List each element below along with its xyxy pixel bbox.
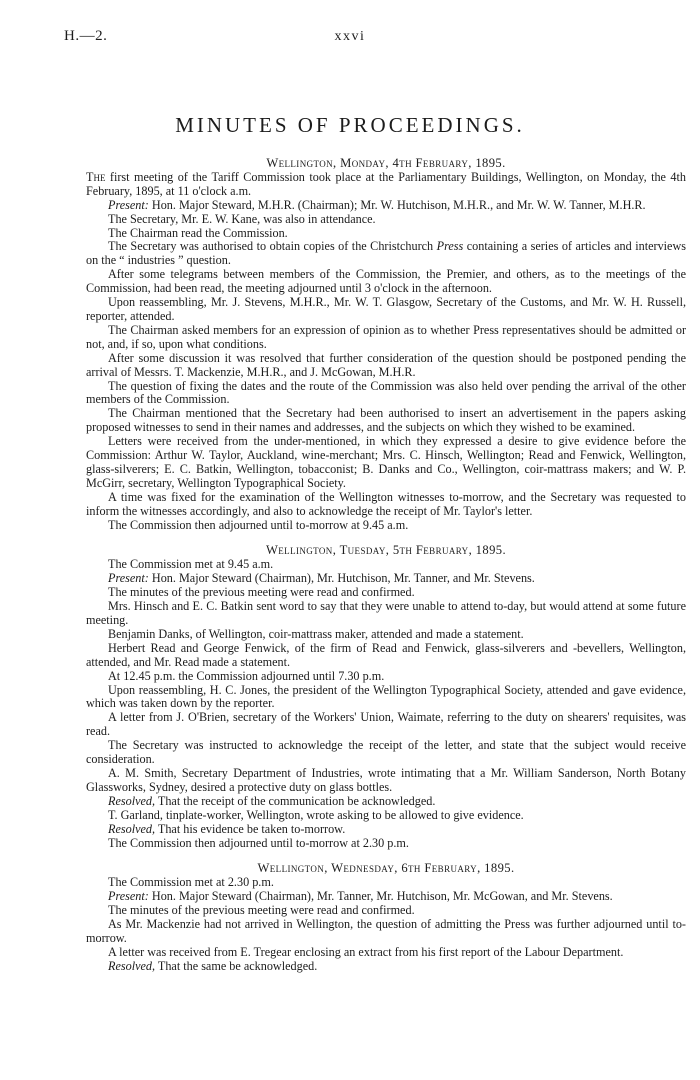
minutes-paragraph <box>86 628 686 642</box>
minutes-paragraph <box>86 586 686 600</box>
minutes-paragraph <box>86 227 686 241</box>
paragraph-text: The minutes of the previous meeting were read and confirmed. <box>108 585 415 600</box>
minutes-paragraph <box>86 904 686 918</box>
minutes-paragraph <box>86 324 686 352</box>
minutes-paragraph <box>86 837 686 851</box>
minutes-paragraph <box>86 670 686 684</box>
paragraph-text-continued: containing a series of articles and interviews on the “ industries ” question. <box>86 239 686 268</box>
paragraph-text: The Commission met at 2.30 p.m. <box>108 875 274 890</box>
paragraph-text: A letter from J. O'Brien, secretary of the Workers' Union, Waimate, referring to the duty on shearers' requisites, was read. <box>86 710 686 739</box>
paragraph-italic-lead: Resolved, <box>108 821 156 836</box>
meeting-dateline: Wellington, Monday, 4th February, 1895. <box>266 156 506 170</box>
minutes-paragraph <box>86 572 686 586</box>
minutes-paragraph <box>86 711 686 739</box>
paragraph-text: After some telegrams between members of the Commission, the Premier, and others, as to the meetings of the Commission, had been read, the meeting adjourned until 3 o'clock in the afternoon. <box>86 267 686 296</box>
paragraph-italic-lead: Present: <box>108 197 149 212</box>
paragraph-text: T. Garland, tinplate-worker, Wellington, wrote asking to be allowed to give evidence. <box>108 807 524 822</box>
paragraph-text: The Commission then adjourned until to-morrow at 9.45 a.m. <box>108 517 409 532</box>
paragraph-text: The Secretary was authorised to obtain copies of the Christchurch <box>108 239 437 254</box>
minutes-paragraph <box>86 890 686 904</box>
paragraph-text: The Secretary was instructed to acknowledge the receipt of the letter, and state that the subject would receive consideration. <box>86 738 686 767</box>
minutes-body <box>86 157 686 974</box>
paragraph-text: Letters were received from the under-mentioned, in which they expressed a desire to give evidence before the Commission: Arthur W. Taylor, Auckland, wine-merchant; Mrs. C. Hinsch, Wellington; Read and Fenwick, Wellington, glass-silverers; E. C. Batkin, Wellington, tobacconist; B. Danks and Co., Wellington, coir-mattrass makers; and W. P. McGirr, secretary, Wellington Typographical Society. <box>86 434 686 490</box>
paragraph-text: The Commission met at 9.45 a.m. <box>108 557 274 572</box>
minutes-paragraph <box>86 407 686 435</box>
paragraph-text: Hon. Major Steward, M.H.R. (Chairman); Mr. W. Hutchison, M.H.R., and Mr. W. W. Tanner, M.H.R. <box>148 197 646 212</box>
minutes-paragraph <box>86 199 686 213</box>
paragraph-text: After some discussion it was resolved that further consideration of the question should be postponed pending the arrival of Messrs. T. Mackenzie, M.H.R., and J. McGowan, M.H.R. <box>86 350 686 379</box>
paragraph-text: A letter was received from E. Tregear enclosing an extract from his first report of the Labour Department. <box>108 944 624 959</box>
paragraph-text: The question of fixing the dates and the route of the Commission was also held over pending the arrival of the other members of the Commission. <box>86 378 686 407</box>
minutes-paragraph <box>86 268 686 296</box>
paragraph-text: A time was fixed for the examination of the Wellington witnesses to-morrow, and the Secretary was requested to inform the witnesses accordingly, and also to acknowledge the receipt of Mr. Taylor's letter. <box>86 489 686 518</box>
minutes-paragraph <box>86 296 686 324</box>
paragraph-text: The Commission then adjourned until to-morrow at 2.30 p.m. <box>108 835 409 850</box>
minutes-paragraph <box>86 435 686 491</box>
minutes-paragraph <box>86 684 686 712</box>
minutes-paragraph <box>86 739 686 767</box>
page-number: xxvi <box>334 29 366 44</box>
minutes-paragraph <box>86 767 686 795</box>
paragraph-text: The Secretary, Mr. E. W. Kane, was also in attendance. <box>108 211 376 226</box>
paragraph-text: That his evidence be taken to-morrow. <box>155 821 346 836</box>
minutes-paragraph <box>86 960 686 974</box>
paragraph-italic-lead: Resolved, <box>108 793 156 808</box>
paragraph-text: That the receipt of the communication be acknowledged. <box>155 793 436 808</box>
paragraph-text: Hon. Major Steward (Chairman), Mr. Tanner, Mr. Hutchison, Mr. McGowan, and Mr. Stevens. <box>148 889 613 904</box>
paragraph-text: Benjamin Danks, of Wellington, coir-mattrass maker, attended and made a statement. <box>108 626 524 641</box>
paragraph-italic-lead: Present: <box>108 571 149 586</box>
minutes-paragraph <box>86 823 686 837</box>
paragraph-text: That the same be acknowledged. <box>155 958 318 973</box>
minutes-paragraph <box>86 558 686 572</box>
meeting-dateline: Wellington, Wednesday, 6th February, 1895. <box>257 861 515 876</box>
paragraph-italic-term: Press <box>436 239 464 254</box>
paragraph-text: As Mr. Mackenzie had not arrived in Wellington, the question of admitting the Press was further adjourned until to-morrow. <box>86 917 686 945</box>
minutes-paragraph <box>86 519 686 533</box>
paragraph-lead-word: The <box>86 169 106 184</box>
paragraph-text: A. M. Smith, Secretary Department of Industries, wrote intimating that a Mr. William Sanderson, North Botany Glassworks, Sydney, desired a protective duty on glass bottles. <box>86 765 686 794</box>
minutes-paragraph <box>86 946 686 960</box>
paragraph-text: first meeting of the Tariff Commission took place at the Parliamentary Buildings, Wellington, on Monday, the 4th February, 1895, at 11 o'clock a.m. <box>86 169 686 198</box>
paragraph-text: The Chairman mentioned that the Secretary had been authorised to insert an advertisement in the papers asking proposed witnesses to send in their names and addresses, and the subjects on which they wished to be examined. <box>86 406 686 435</box>
document-title: MINUTES OF PROCEEDINGS. <box>175 113 525 137</box>
paragraph-text: Upon reassembling, H. C. Jones, the president of the Wellington Typographical Society, attended and gave evidence, which was taken down by the reporter. <box>86 682 686 711</box>
paragraph-text: The Chairman asked members for an expression of opinion as to whether Press representatives should be admitted or not, and, if so, upon what conditions. <box>86 322 686 351</box>
paragraph-text: At 12.45 p.m. the Commission adjourned until 7.30 p.m. <box>108 668 385 683</box>
paragraph-text: Hon. Major Steward (Chairman), Mr. Hutchison, Mr. Tanner, and Mr. Stevens. <box>148 571 535 586</box>
minutes-paragraph <box>86 918 686 946</box>
paragraph-italic-lead: Resolved, <box>108 958 156 973</box>
minutes-paragraph <box>86 240 686 268</box>
minutes-paragraph <box>86 213 686 227</box>
minutes-paragraph <box>86 380 686 408</box>
meeting-section <box>86 862 686 973</box>
paragraph-text: Mrs. Hinsch and E. C. Batkin sent word to say that they were unable to attend to-day, but would attend at some future meeting. <box>86 599 686 627</box>
page-header-reference: H.—2. <box>64 28 108 44</box>
minutes-paragraph <box>86 642 686 670</box>
meeting-section <box>86 157 686 532</box>
minutes-paragraph <box>86 795 686 809</box>
paragraph-text: Upon reassembling, Mr. J. Stevens, M.H.R., Mr. W. T. Glasgow, Secretary of the Customs, and Mr. W. H. Russell, reporter, attended. <box>86 295 686 323</box>
paragraph-text: The minutes of the previous meeting were read and confirmed. <box>108 903 415 918</box>
minutes-paragraph <box>86 600 686 628</box>
meeting-dateline: Wellington, Tuesday, 5th February, 1895. <box>265 543 507 558</box>
minutes-paragraph <box>86 809 686 823</box>
minutes-paragraph <box>86 352 686 380</box>
minutes-paragraph <box>86 876 686 890</box>
paragraph-text: The Chairman read the Commission. <box>108 225 288 240</box>
paragraph-italic-lead: Present: <box>108 889 149 904</box>
paragraph-text: Herbert Read and George Fenwick, of the firm of Read and Fenwick, glass-silverers and -bevellers, Wellington, attended, and Mr. Read made a statement. <box>86 640 686 669</box>
minutes-paragraph <box>86 171 686 199</box>
meeting-section <box>86 544 686 850</box>
minutes-paragraph <box>86 491 686 519</box>
